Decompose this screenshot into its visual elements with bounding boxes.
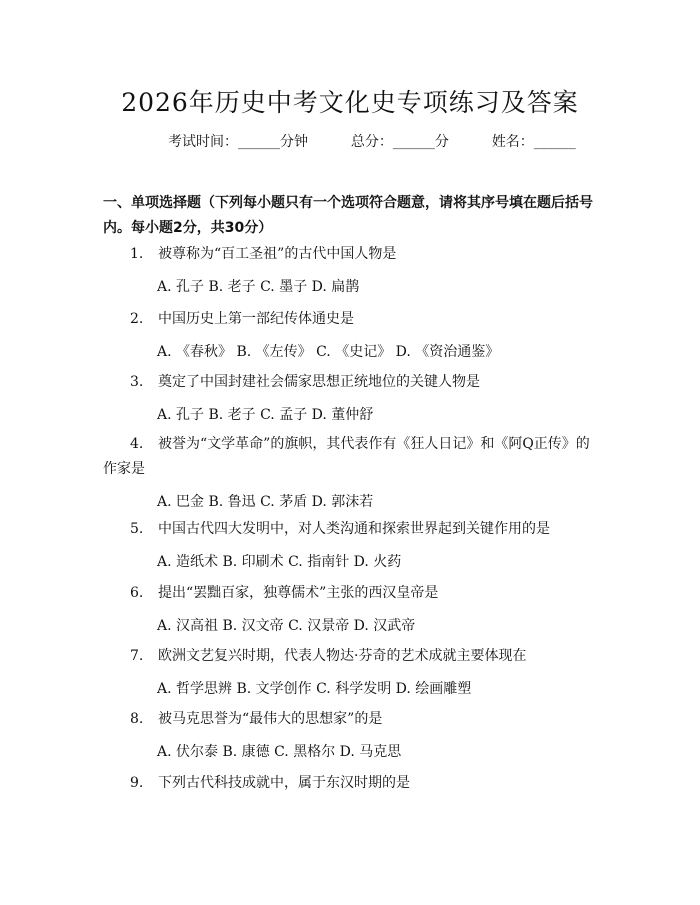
question-number: 3.	[130, 374, 144, 390]
exam-time-field: 考试时间：______分钟	[168, 134, 308, 150]
question-number: 8.	[130, 711, 144, 727]
exam-meta	[168, 131, 582, 151]
question-number: 7.	[130, 648, 144, 664]
question-number: 5.	[130, 521, 144, 537]
question-3-options: A. 孔子 B. 老子 C. 孟子 D. 董仲舒	[157, 407, 374, 423]
question-6-options: A. 汉高祖 B. 汉文帝 C. 汉景帝 D. 汉武帝	[157, 618, 416, 634]
question-number: 1.	[130, 246, 144, 262]
question-text: 被尊称为“百工圣祖”的古代中国人物是	[158, 246, 397, 262]
question-2-options: A. 《春秋》 B. 《左传》 C. 《史记》 D. 《资治通鉴》	[157, 344, 500, 360]
question-8-options: A. 伏尔泰 B. 康德 C. 黑格尔 D. 马克思	[157, 744, 402, 760]
question-7	[103, 643, 603, 669]
question-text: 中国历史上第一部纪传体通史是	[158, 311, 354, 327]
question-text: 中国古代四大发明中，对人类沟通和探索世界起到关键作用的是	[158, 521, 550, 537]
question-8	[103, 706, 603, 732]
question-1	[103, 241, 603, 267]
question-number: 2.	[130, 311, 144, 327]
section-heading: 一、单项选择题（下列每小题只有一个选项符合题意，请将其序号填在题后括号内。每小题2分，共30分）	[103, 195, 593, 236]
question-2	[103, 306, 603, 332]
question-3	[103, 369, 603, 395]
question-1-options: A. 孔子 B. 老子 C. 墨子 D. 扁鹊	[157, 279, 360, 295]
question-text: 提出“罢黜百家，独尊儒术”主张的西汉皇帝是	[158, 585, 439, 601]
page-title: 2026年历史中考文化史专项练习及答案	[121, 88, 579, 117]
question-text: 被马克思誉为“最伟大的思想家”的是	[158, 711, 383, 727]
question-text: 欧洲文艺复兴时期，代表人物达·芬奇的艺术成就主要体现在	[158, 648, 527, 664]
question-text: 被誉为“文学革命”的旗帜，其代表作有《狂人日记》和《阿Q正传》的作家是	[103, 436, 590, 477]
question-text: 下列古代科技成就中，属于东汉时期的是	[158, 775, 410, 791]
question-5	[103, 516, 603, 542]
student-name-field: 姓名：______	[491, 134, 576, 150]
question-number: 4.	[130, 436, 144, 452]
question-number: 9.	[130, 775, 144, 791]
question-4	[103, 432, 603, 482]
question-4-options: A. 巴金 B. 鲁迅 C. 茅盾 D. 郭沫若	[157, 494, 374, 510]
question-9	[103, 770, 603, 796]
total-score-field: 总分：______分	[350, 134, 449, 150]
question-number: 6.	[130, 585, 144, 601]
question-5-options: A. 造纸术 B. 印刷术 C. 指南针 D. 火药	[157, 554, 402, 570]
question-6	[103, 580, 603, 606]
question-text: 奠定了中国封建社会儒家思想正统地位的关键人物是	[158, 374, 480, 390]
question-7-options: A. 哲学思辨 B. 文学创作 C. 科学发明 D. 绘画雕塑	[157, 681, 472, 697]
